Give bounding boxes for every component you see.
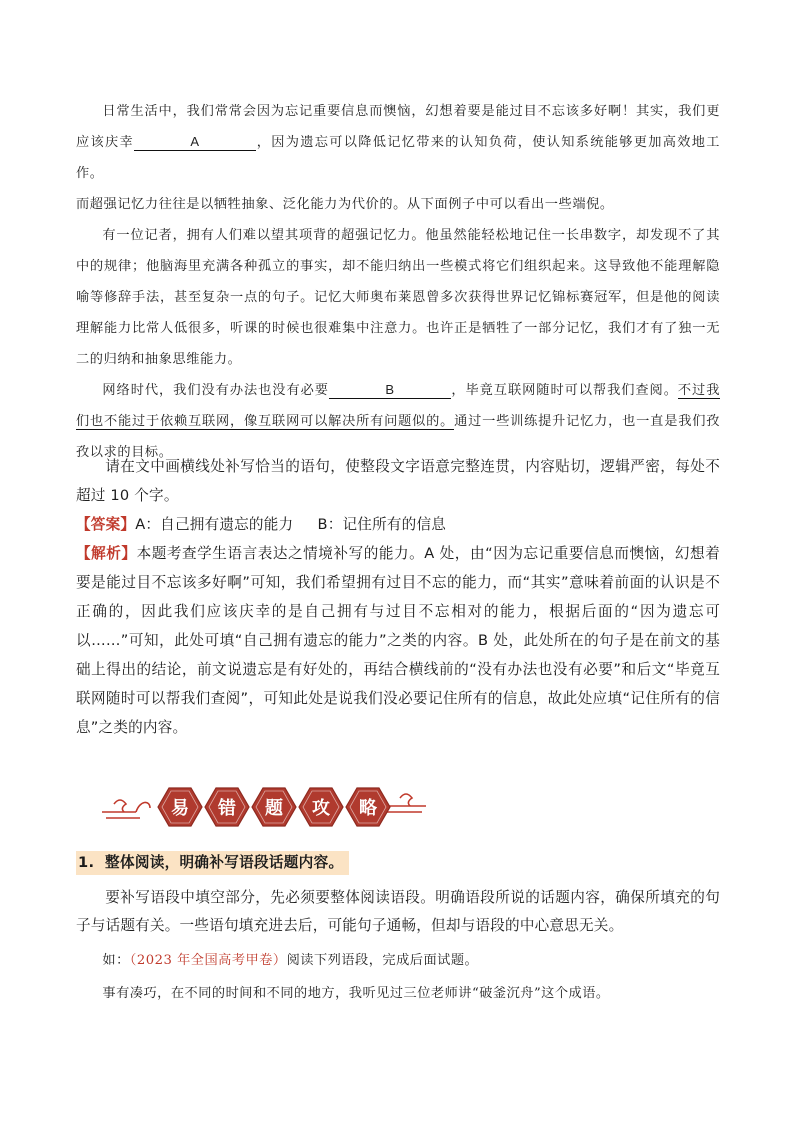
blank-a: A <box>134 134 256 151</box>
reading-passage <box>76 96 720 468</box>
analysis-tag: 【解析】 <box>76 545 137 562</box>
banner-char-5: 略 <box>359 798 377 819</box>
answer-line <box>76 510 720 539</box>
example-block <box>76 944 720 1010</box>
question-block <box>76 452 720 742</box>
example-intro: 如：（2023 年全国高考甲卷）阅读下列语段，完成后面试题。 <box>102 953 479 968</box>
question-text: 请在文中画横线处补写恰当的语句，使整段文字语意完整连贯，内容贴切，逻辑严密，每处不超过 10 个字。 <box>76 458 720 504</box>
section-1-title: 1. 整体阅读，明确补写语段话题内容。 <box>76 851 349 875</box>
answer-text: A：自己拥有遗忘的能力 B：记住所有的信息 <box>135 516 447 533</box>
banner-char-1: 易 <box>171 798 189 819</box>
example-line: 事有凑巧，在不同的时间和不同的地方，我听见过三位老师讲“破釜沉舟”这个成语。 <box>102 986 610 1001</box>
blank-b: B <box>329 382 451 399</box>
passage-paragraph-3: 网络时代，我们没有办法也没有必要 B ，毕竟互联网随时可以帮我们查阅。不过我们也不能过于依赖互联网，像互联网可以解决所有问题似的。通过一些训练提升记忆力，也一直是我们孜孜以求的目标。 <box>76 382 720 460</box>
banner-char-4: 攻 <box>312 798 330 819</box>
analysis-text: 本题考查学生语言表达之情境补写的能力。A 处，由“因为忘记重要信息而懊恼，幻想着要是能过目不忘该多好啊”可知，我们希望拥有过目不忘的能力，而“其实”意味着前面的认识是不正确的，因此我们应该庆幸的是自己拥有与过目不忘相对的能力，根据后面的“因为遗忘可以……”可知，此处可填“自己拥有遗忘的能力”之类的内容。B 处，此处所在的句子是在前文的基础上得出的结论，前文说遗忘是有好处的，再结合横线前的“没有办法也没有必要”和后文“毕竟互联网随时可以帮我们查阅”，可知此处是说我们没必要记住所有的信息，故此处应填“记住所有的信息”之类的内容。 <box>76 545 720 736</box>
example-source: （2023 年全国高考甲卷） <box>129 953 287 968</box>
passage-paragraph-2: 有一位记者，拥有人们难以望其项背的超强记忆力。他虽然能轻松地记住一长串数字，却发现不了其中的规律；他脑海里充满各种孤立的事实，却不能归纳出一些模式将它们组织起来。这导致他不能理解隐喻等修辞手法，甚至复杂一点的句子。记忆大师奥布莱恩曾多次获得世界记忆锦标赛冠军，但是他的阅读理解能力比常人低很多，听课的时候也很难集中注意力。也许正是牺牲了一部分记忆，我们才有了独一无二的归纳和抽象思维能力。 <box>76 228 720 367</box>
underlined-sentence: 不过我们也不能过于依赖互联网，像互联网可以解决所有问题似的。 <box>76 383 720 429</box>
analysis-line <box>76 539 720 742</box>
banner-char-2: 错 <box>218 798 236 819</box>
answer-tag: 【答案】 <box>76 516 136 533</box>
section-banner <box>100 782 430 832</box>
banner-char-3: 题 <box>265 798 283 819</box>
section-1-body: 要补写语段中填空部分，先必须要整体阅读语段。明确语段所说的话题内容，确保所填充的句子与话题有关。一些语句填充进去后，可能句子通畅，但却与语段的中心意思无关。 <box>76 889 720 934</box>
passage-paragraph-1-cont: 而超强记忆力往往是以牺牲抽象、泛化能力为代价的。从下面例子中可以看出一些端倪。 <box>76 197 614 212</box>
passage-paragraph-1: 日常生活中，我们常常会因为忘记重要信息而懊恼，幻想着要是能过目不忘该多好啊！其实，我们更应该庆幸 A ，因为遗忘可以降低记忆带来的认知负荷，使认知系统能够更加高效地工作。 <box>76 104 720 181</box>
